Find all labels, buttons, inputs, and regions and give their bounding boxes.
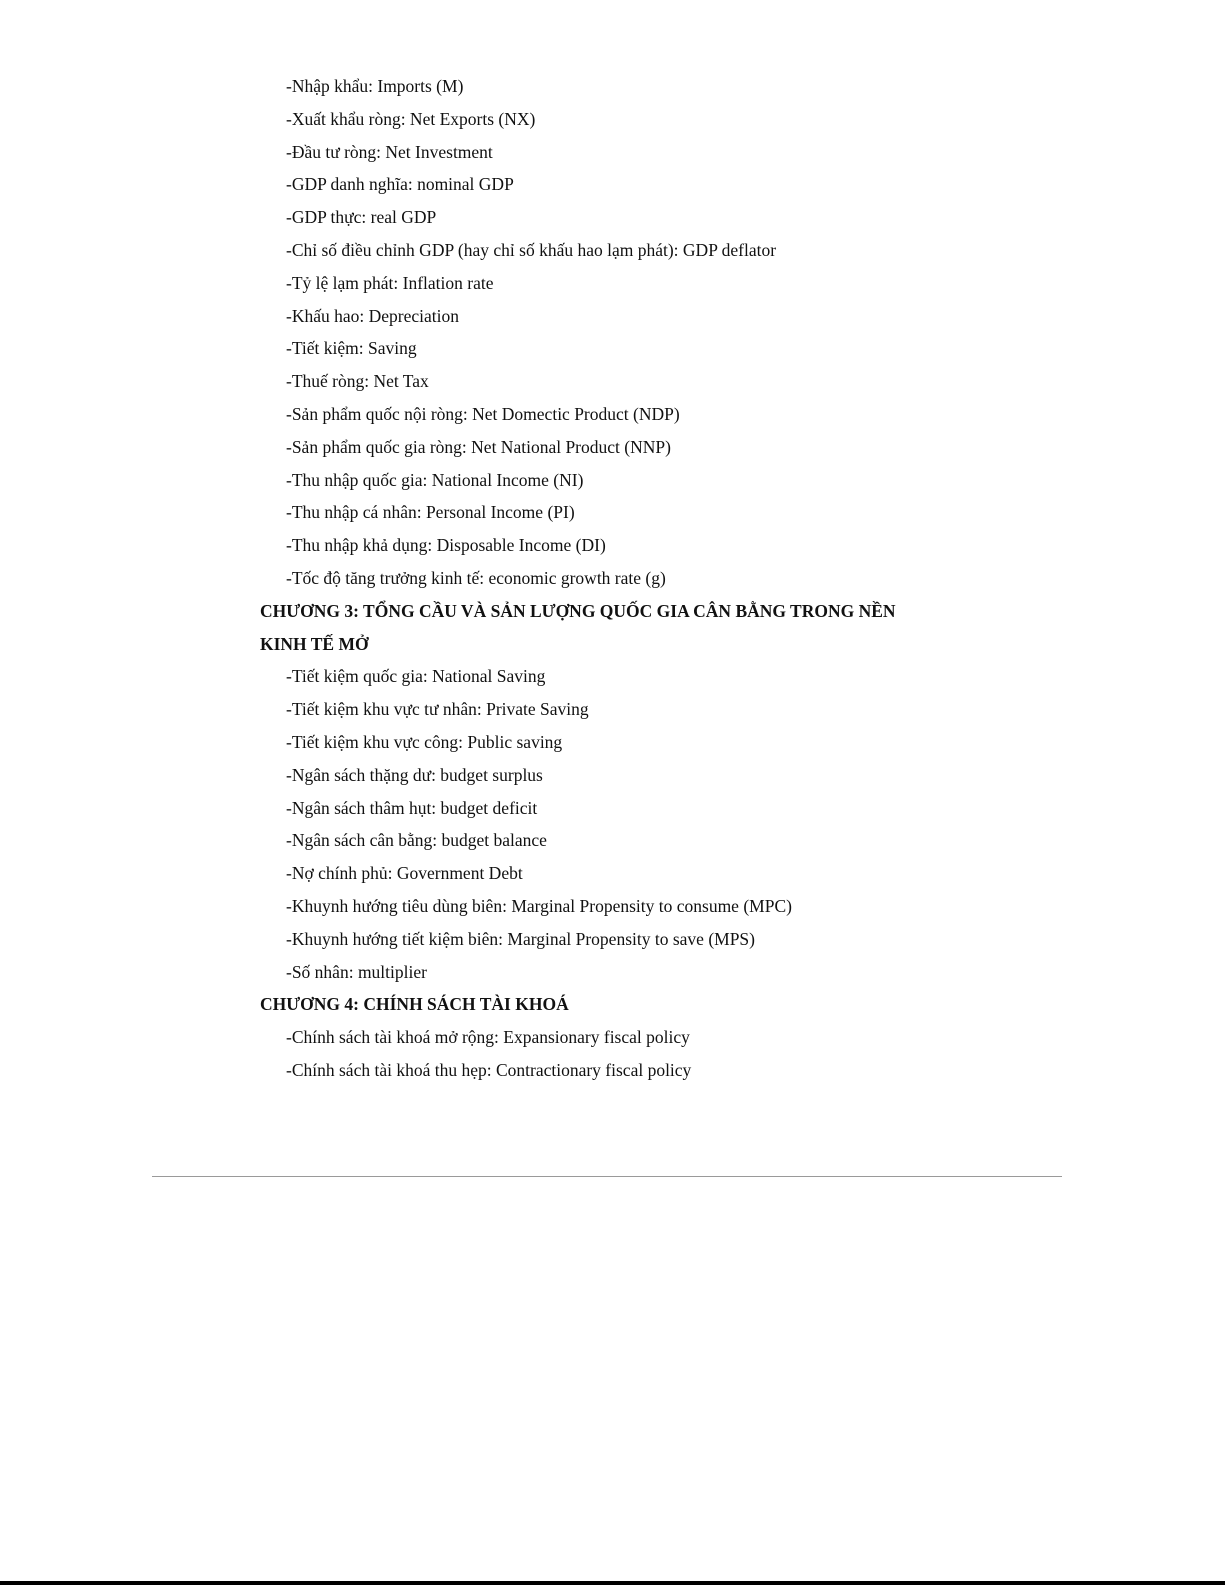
term-item: -Ngân sách thâm hụt: budget deficit bbox=[286, 797, 538, 818]
page-bottom-border bbox=[0, 1581, 1225, 1585]
term-item: -Thu nhập cá nhân: Personal Income (PI) bbox=[286, 502, 575, 523]
term-item: -Thu nhập quốc gia: National Income (NI) bbox=[286, 469, 584, 490]
document-content bbox=[260, 70, 980, 1087]
term-item: -Nợ chính phủ: Government Debt bbox=[286, 863, 523, 884]
term-item: -Khuynh hướng tiêu dùng biên: Marginal Propensity to consume (MPC) bbox=[286, 895, 792, 916]
term-item: -Chỉ số điều chỉnh GDP (hay chỉ số khấu hao lạm phát): GDP deflator bbox=[286, 239, 777, 260]
term-item: -Ngân sách thặng dư: budget surplus bbox=[286, 764, 543, 785]
chapter-4-heading: CHƯƠNG 4: CHÍNH SÁCH TÀI KHOÁ bbox=[260, 994, 569, 1015]
term-item: -Số nhân: multiplier bbox=[286, 961, 427, 982]
term-item: -Tiết kiệm: Saving bbox=[286, 338, 417, 359]
term-item: -Khuynh hướng tiết kiệm biên: Marginal Propensity to save (MPS) bbox=[286, 928, 755, 949]
term-item: -Khấu hao: Depreciation bbox=[286, 305, 459, 326]
term-item: -Chính sách tài khoá thu hẹp: Contractionary fiscal policy bbox=[286, 1059, 692, 1080]
chapter-3-heading: CHƯƠNG 3: TỔNG CẦU VÀ SẢN LƯỢNG QUỐC GIA CÂN BẰNG TRONG NỀN bbox=[260, 600, 896, 621]
term-item: -Ngân sách cân bằng: budget balance bbox=[286, 830, 547, 851]
chapter-3-heading-continued: KINH TẾ MỞ bbox=[260, 633, 369, 654]
term-item: -Sản phẩm quốc gia ròng: Net National Product (NNP) bbox=[286, 436, 671, 457]
term-item: -Chính sách tài khoá mở rộng: Expansionary fiscal policy bbox=[286, 1027, 690, 1048]
term-item: -Đầu tư ròng: Net Investment bbox=[286, 141, 493, 162]
term-item: -Tiết kiệm khu vực công: Public saving bbox=[286, 731, 563, 752]
term-item: -Tỷ lệ lạm phát: Inflation rate bbox=[286, 272, 494, 293]
page-divider bbox=[152, 1176, 1062, 1177]
term-item: -Tốc độ tăng trưởng kinh tế: economic growth rate (g) bbox=[286, 567, 666, 588]
term-item: -Thu nhập khả dụng: Disposable Income (DI) bbox=[286, 535, 606, 556]
term-item: -Tiết kiệm quốc gia: National Saving bbox=[286, 666, 546, 687]
term-item: -GDP danh nghĩa: nominal GDP bbox=[286, 174, 514, 195]
term-item: -Nhập khẩu: Imports (M) bbox=[286, 76, 464, 96]
term-item: -Xuất khẩu ròng: Net Exports (NX) bbox=[286, 108, 536, 129]
term-item: -Sản phẩm quốc nội ròng: Net Domectic Product (NDP) bbox=[286, 403, 680, 424]
term-item: -GDP thực: real GDP bbox=[286, 207, 437, 228]
term-item: -Thuế ròng: Net Tax bbox=[286, 371, 429, 392]
term-item: -Tiết kiệm khu vực tư nhân: Private Saving bbox=[286, 699, 589, 720]
